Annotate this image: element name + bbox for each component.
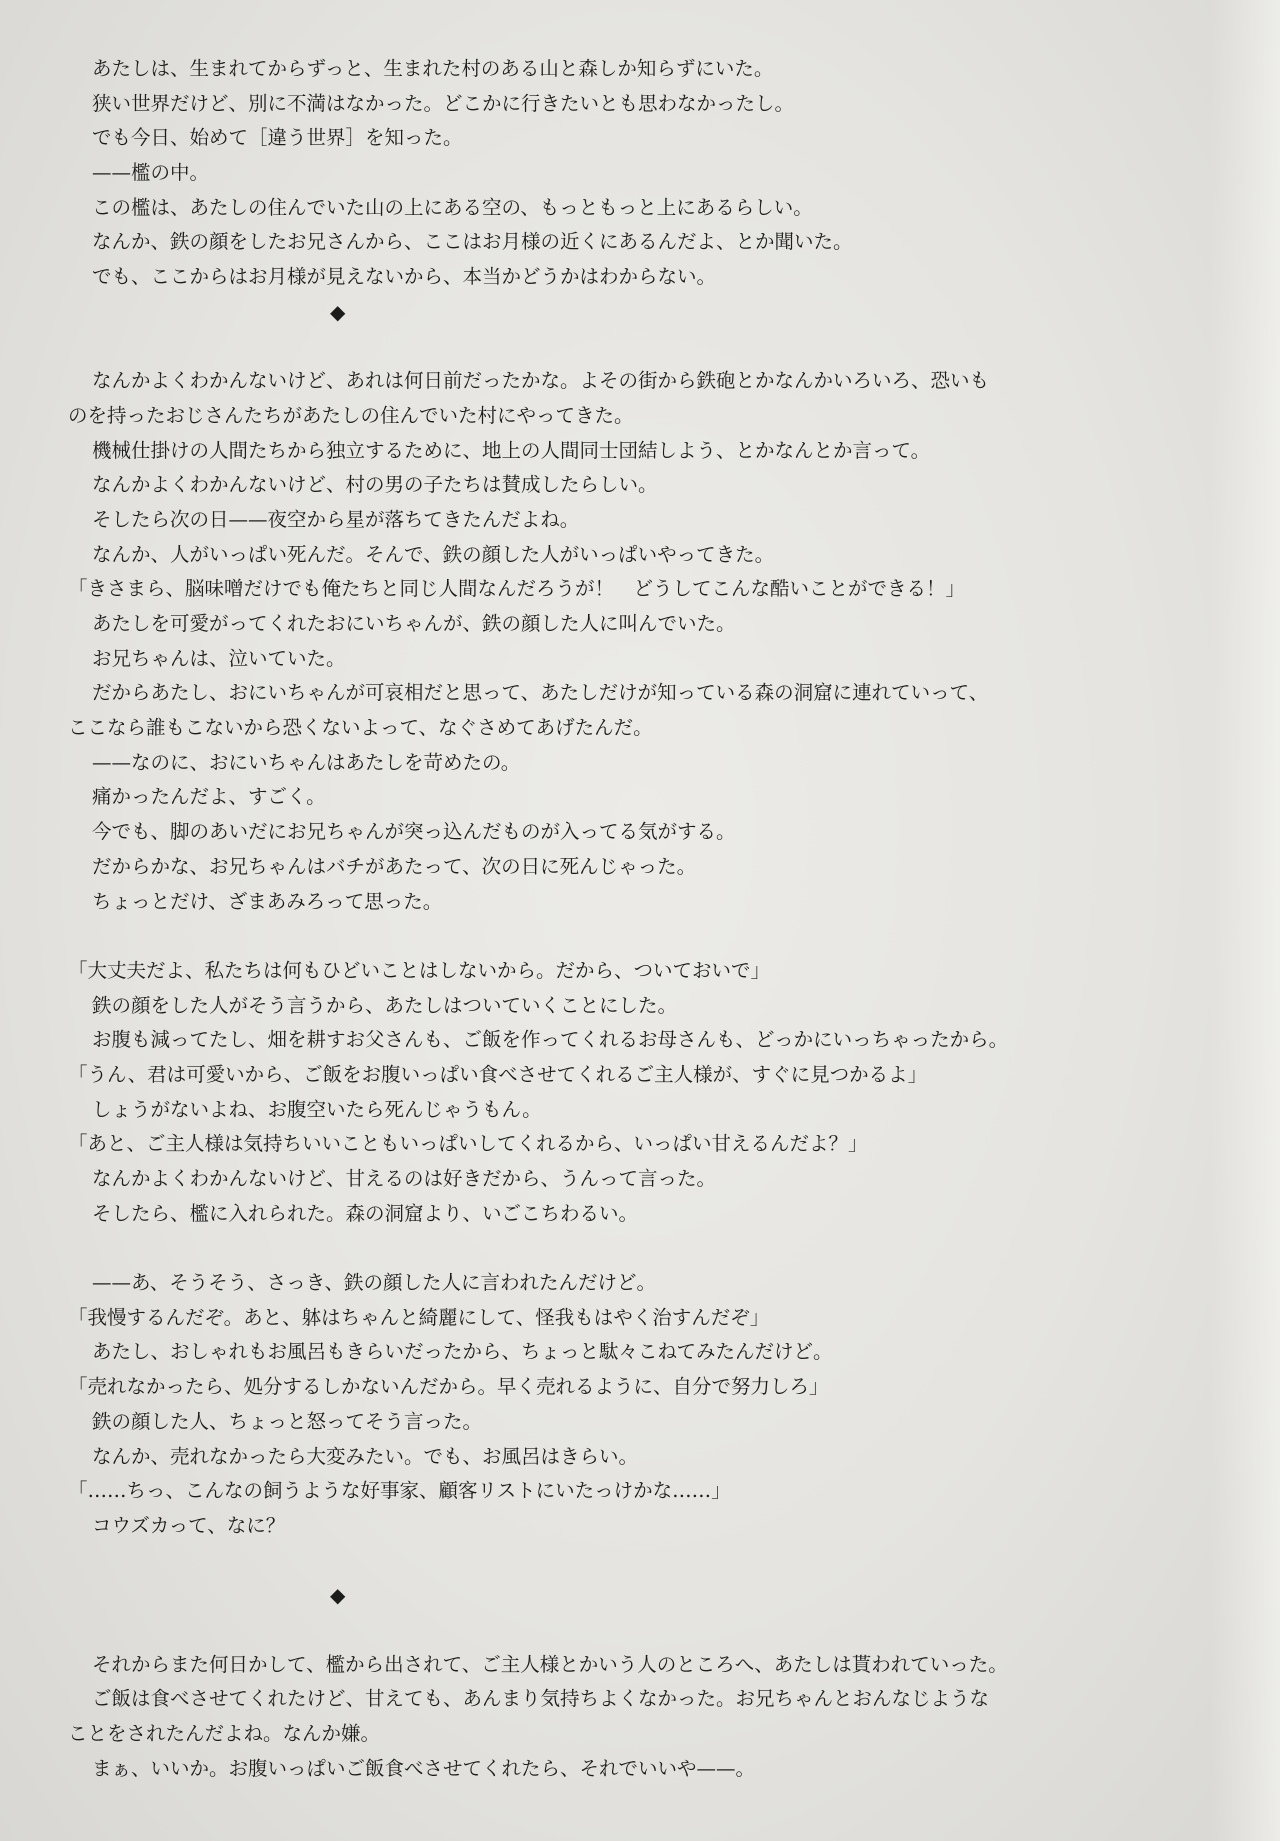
blank-line — [68, 330, 1128, 365]
section-divider-diamond: ◆ — [330, 1583, 346, 1608]
paragraph-line: そしたら次の日——夜空から星が落ちてきたんだよね。 — [92, 507, 580, 531]
paragraph-line: 鉄の顔をした人がそう言うから、あたしはついていくことにした。 — [92, 993, 678, 1017]
section-2b — [68, 954, 1128, 1232]
paragraph-line: 「我慢するんだぞ。あと、躰はちゃんと綺麗にして、怪我もはやく治すんだぞ」 — [68, 1305, 770, 1329]
paragraph-line: あたしは、生まれてからずっと、生まれた村のある山と森しか知らずにいた。 — [92, 57, 774, 80]
section-divider-diamond: ◆ — [330, 299, 346, 324]
paragraph-line: 「……ちっ、こんなの飼うような好事家、顧客リストにいたっけかな……」 — [68, 1479, 731, 1503]
paragraph-line: 「あと、ご主人様は気持ちいいこともいっぱいしてくれるから、いっぱい甘えるんだよ？」 — [68, 1132, 868, 1156]
paragraph-line: なんかよくわかんないけど、甘えるのは好きだから、うんって言った。 — [92, 1167, 717, 1190]
paragraph-line: 狭い世界だけど、別に不満はなかった。どこかに行きたいとも思わなかったし。 — [92, 91, 795, 115]
paragraph-line: のを持ったおじさんたちがあたしの住んでいた村にやってきた。 — [68, 403, 634, 427]
section-3 — [68, 1648, 1128, 1787]
paragraph-line: 「売れなかったら、処分するしかないんだから。早く売れるように、自分で努力しろ」 — [68, 1375, 829, 1399]
paragraph-line: ここなら誰もこないから恐くないよって、なぐさめてあげたんだ。 — [68, 716, 653, 740]
paragraph-line: この檻は、あたしの住んでいた山の上にある空の、もっともっと上にあるらしい。 — [92, 195, 813, 219]
paragraph-line: ちょっとだけ、ざまあみろって思った。 — [92, 889, 443, 913]
paragraph-line: なんかよくわかんないけど、村の男の子たちは賛成したらしい。 — [92, 473, 658, 497]
blank-line — [68, 1613, 1128, 1648]
paragraph-line: でも今日、始めて［違う世界］を知った。 — [92, 126, 463, 150]
paragraph-line: だからあたし、おにいちゃんが可哀相だと思って、あたしだけが知っている森の洞窟に連れていって、 — [92, 681, 989, 705]
paragraph-line: それからまた何日かして、檻から出されて、ご主人様とかいう人のところへ、あたしは貰われていった。 — [92, 1652, 1008, 1676]
paragraph-line: お兄ちゃんは、泣いていた。 — [92, 646, 346, 670]
paragraph-line: 「うん、君は可愛いから、ご飯をお腹いっぱい食べさせてくれるご主人様が、すぐに見つかるよ」 — [68, 1062, 928, 1086]
blank-line — [68, 1231, 1128, 1266]
paragraph-line: 「大丈夫だよ、私たちは何もひどいことはしないから。だから、ついておいで」 — [68, 958, 771, 982]
paragraph-line: ——あ、そうそう、さっき、鉄の顔した人に言われたんだけど。 — [92, 1271, 656, 1295]
paragraph-line: お腹も減ってたし、畑を耕すお父さんも、ご飯を作ってくれるお母さんも、どっかにいっちゃったから。 — [92, 1028, 1009, 1052]
paragraph-line: なんか、鉄の顔をしたお兄さんから、ここはお月様の近くにあるんだよ、とか聞いた。 — [92, 230, 853, 254]
paragraph-line: 今でも、脚のあいだにお兄ちゃんが突っ込んだものが入ってる気がする。 — [92, 820, 736, 844]
paragraph-line: 「きさまら、脳味噌だけでも俺たちと同じ人間なんだろうが！ どうしてこんな酷いことができる！」 — [68, 577, 966, 601]
blank-line — [68, 919, 1128, 954]
section-2c — [68, 1266, 1128, 1544]
paragraph-line: ——なのに、おにいちゃんはあたしを苛めたの。 — [92, 750, 521, 774]
paragraph-line: まぁ、いいか。お腹いっぱいご飯食べさせてくれたら、それでいいや——。 — [92, 1756, 756, 1780]
paragraph-line: あたし、おしゃれもお風呂もきらいだったから、ちょっと駄々こねてみたんだけど。 — [92, 1340, 833, 1364]
paragraph-line: しょうがないよね、お腹空いたら死んじゃうもん。 — [92, 1097, 542, 1121]
paragraph-line: 鉄の顔した人、ちょっと怒ってそう言った。 — [92, 1409, 483, 1433]
paragraph-line: でも、ここからはお月様が見えないから、本当かどうかはわからない。 — [92, 265, 717, 289]
paragraph-line: ——檻の中。 — [92, 161, 210, 185]
blank-line — [68, 1544, 1128, 1579]
paragraph-line: ご飯は食べさせてくれたけど、甘えても、あんまり気持ちよくなかった。お兄ちゃんとおんなじような — [92, 1687, 990, 1711]
paragraph-line: なんか、売れなかったら大変みたい。でも、お風呂はきらい。 — [92, 1444, 639, 1468]
paragraph-line: なんか、人がいっぱい死んだ。そんで、鉄の顔した人がいっぱいやってきた。 — [92, 542, 775, 566]
section-2a — [68, 364, 1128, 919]
paragraph-line: コウズカって、なに？ — [92, 1513, 286, 1537]
paragraph-line: そしたら、檻に入れられた。森の洞窟より、いごこちわるい。 — [92, 1201, 639, 1225]
paragraph-line: 機械仕掛けの人間たちから独立するために、地上の人間同士団結しよう、とかなんとか言って。 — [92, 438, 931, 462]
paragraph-line: なんかよくわかんないけど、あれは何日前だったかな。よその街から鉄砲とかなんかいろいろ、恐いも — [92, 369, 990, 393]
paragraph-line: 痛かったんだよ、すごく。 — [92, 785, 326, 809]
story-text — [68, 52, 1128, 1786]
paragraph-line: あたしを可愛がってくれたおにいちゃんが、鉄の顔した人に叫んでいた。 — [92, 612, 736, 635]
paragraph-line: だからかな、お兄ちゃんはバチがあたって、次の日に死んじゃった。 — [92, 854, 697, 878]
paragraph-line: ことをされたんだよね。なんか嫌。 — [68, 1722, 381, 1745]
